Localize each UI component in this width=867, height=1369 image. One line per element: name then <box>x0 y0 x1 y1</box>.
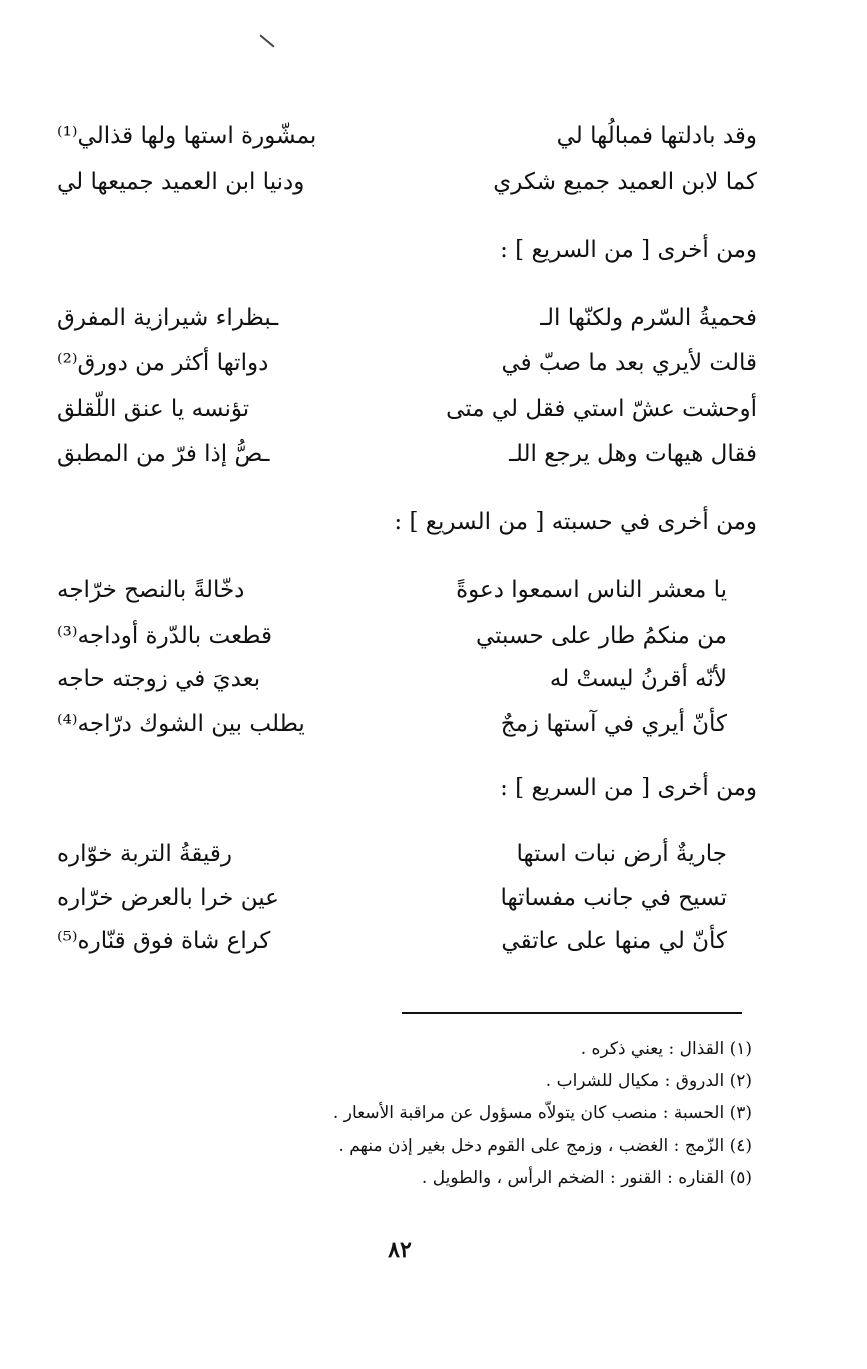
second-hemistich: يطلب بين الشوك درّاجه⁽⁴⁾ <box>57 711 305 737</box>
first-hemistich: جاريةٌ أرض نبات استها <box>516 841 727 867</box>
first-hemistich: فحميةُ السّرم ولكنّها الـ <box>540 305 757 331</box>
second-hemistich: ـبظراء شيرازية المفرق <box>57 305 279 331</box>
verse-line <box>57 345 757 381</box>
verse-line <box>57 391 757 427</box>
verse-line <box>57 300 757 336</box>
footnote: (٤) الزّمج : الغضب ، وزمج على القوم دخل بغير إذن منهم . <box>338 1136 752 1156</box>
verse-line <box>57 661 727 697</box>
first-hemistich: وقد بادلتها فمبالُها لي <box>556 123 757 149</box>
verse-line <box>57 436 757 472</box>
footnote-separator <box>402 1012 742 1014</box>
second-hemistich: رقيقةُ التربة خوّاره <box>57 841 233 867</box>
verse-line <box>57 880 727 916</box>
footnote: (٢) الدروق : مكيال للشراب . <box>545 1071 752 1091</box>
verse-line <box>57 164 757 200</box>
first-hemistich: تسيح في جانب مفساتها <box>500 885 727 911</box>
first-hemistich: كما لابن العميد جميع شكري <box>493 169 757 195</box>
second-hemistich: عين خرا بالعرض خرّاره <box>57 885 279 911</box>
scan-mark <box>259 34 274 47</box>
second-hemistich: ودنيا ابن العميد جميعها لي <box>57 169 305 195</box>
second-hemistich: ـصُّ إذا فرّ من المطبق <box>57 441 270 467</box>
verse-line <box>57 836 727 872</box>
second-hemistich: كراع شاة فوق قنّاره⁽⁵⁾ <box>57 928 271 954</box>
second-hemistich: بعديَ في زوجته حاجه <box>57 666 261 692</box>
verse-line <box>57 923 727 959</box>
first-hemistich: لأنّه أقرنُ ليستْ له <box>549 666 727 692</box>
first-hemistich: كأنّ لي منها على عاتقي <box>501 928 727 954</box>
first-hemistich: قالت لأيري بعد ما صبّ في <box>501 350 757 376</box>
verse-line <box>57 572 727 608</box>
verse-line <box>57 118 757 154</box>
page-number: ٨٢ <box>388 1237 412 1263</box>
first-hemistich: يا معشر الناس اسمعوا دعوةً <box>456 577 727 603</box>
second-hemistich: دواتها أكثر من دورق⁽²⁾ <box>57 350 269 376</box>
second-hemistich: تؤنسه يا عنق اللّقلق <box>57 396 250 422</box>
first-hemistich: أوحشت عشّ استي فقل لي متى <box>446 396 757 422</box>
first-hemistich: فقال هيهات وهل يرجع اللـ <box>509 441 757 467</box>
verse-line <box>57 706 727 742</box>
poem-heading: ومن أخرى [ من السريع ] : <box>500 237 757 263</box>
footnote: (٣) الحسبة : منصب كان يتولاّه مسؤول عن مراقبة الأسعار . <box>332 1103 752 1123</box>
second-hemistich: بمشّورة استها ولها قذالي⁽¹⁾ <box>57 123 317 149</box>
second-hemistich: قطعت بالدّرة أوداجه⁽³⁾ <box>57 623 273 649</box>
first-hemistich: كأنّ أيري في آستها زمجٌ <box>500 711 727 737</box>
footnote: (١) القذال : يعني ذكره . <box>580 1039 752 1059</box>
poem-heading: ومن أخرى [ من السريع ] : <box>500 775 757 801</box>
footnote: (٥) القناره : القنور : الضخم الرأس ، والطويل . <box>421 1168 752 1188</box>
verse-line <box>57 618 727 654</box>
second-hemistich: دخّالةً بالنصح خرّاجه <box>57 577 245 603</box>
first-hemistich: من منكمُ طار على حسبتي <box>475 623 727 649</box>
poem-heading: ومن أخرى في حسبته [ من السريع ] : <box>394 509 757 535</box>
